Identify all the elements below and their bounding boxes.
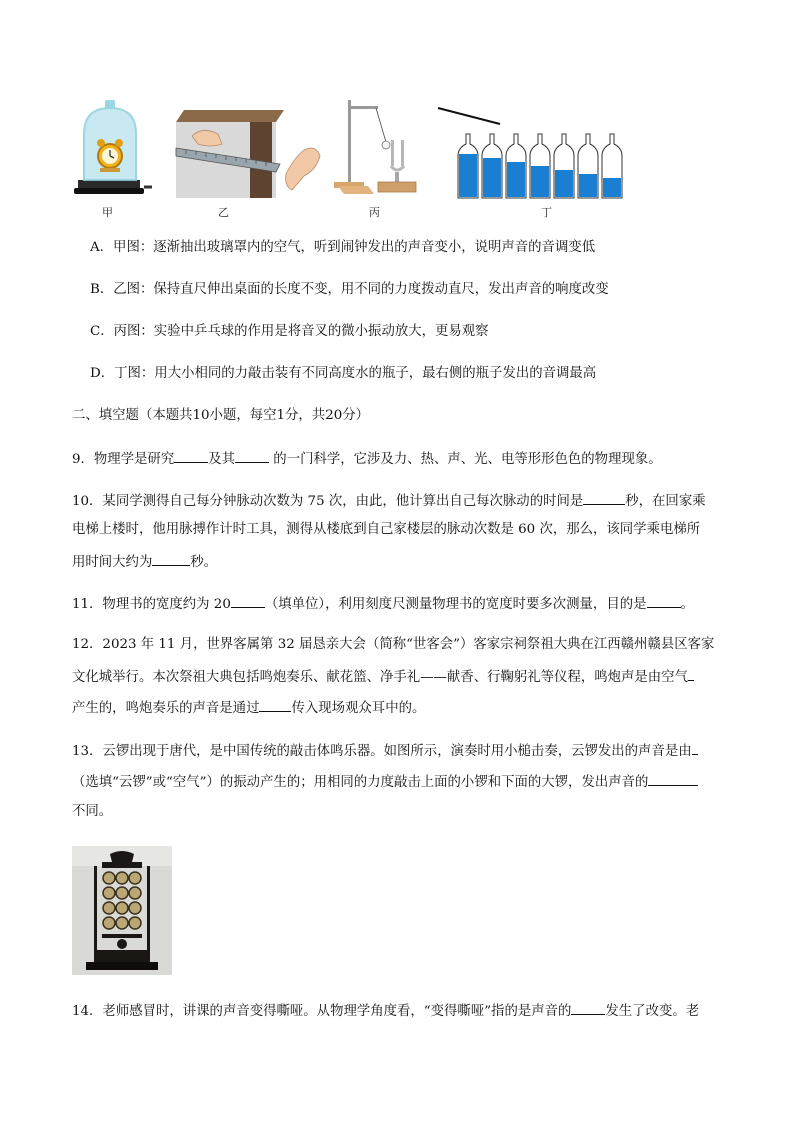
option-c: C．丙图：实验中乒乓球的作用是将音叉的微小振动放大，更易观察 <box>90 324 489 339</box>
question-12-line-1: 12．2023 年 11 月，世界客属第 32 届恳亲大会（简称“世客会”）客家宗祠祭祖大典在江西赣州赣县区客家 <box>72 637 715 652</box>
yunluo-photo <box>72 846 172 975</box>
q13-text-1: 13．云锣出现于唐代，是中国传统的敲击体鸣乐器。如图所示，演奏时用小槌击奏，云锣发出的声音是由 <box>72 744 692 759</box>
q10-blank-2[interactable] <box>152 551 190 566</box>
q14-blank-1[interactable] <box>571 1000 605 1015</box>
question-10-line-1 <box>72 490 706 512</box>
experiment-figures-svg <box>72 96 642 220</box>
q14-text-2: 发生了改变。老 <box>605 1004 700 1019</box>
q9-text-1: 9．物理学是研究 <box>72 452 175 467</box>
q10-text-1: 10．某同学测得自己每分钟脉动次数为 75 次，由此，他计算出自己每次脉动的时间是 <box>72 494 584 509</box>
ruler-table-figure <box>176 110 320 198</box>
q12-text-4: 传入现场观众耳中的。 <box>291 701 426 716</box>
option-a: A．甲图：逐渐抽出玻璃罩内的空气，听到闹钟发出的声音变小，说明声音的音调变低 <box>90 240 596 255</box>
q9-text-2: 及其 <box>208 452 236 467</box>
caption-jia: 甲 <box>102 206 113 219</box>
q13-blank-1[interactable] <box>692 740 698 755</box>
question-11 <box>72 593 694 615</box>
q13-text-2: （选填“云锣”或“空气”）的振动产生的；用相同的力度敲击上面的小锣和下面的大锣，发出声音的 <box>72 775 649 790</box>
question-13-line-2 <box>72 771 698 793</box>
q11-text-1: 11．物理书的宽度约为 20 <box>72 597 231 612</box>
bell-jar-figure <box>74 100 152 194</box>
q12-blank-2[interactable] <box>259 697 291 712</box>
q9-blank-2[interactable] <box>235 448 269 463</box>
caption-bing: 丙 <box>369 206 380 219</box>
bottles-figure <box>438 108 622 198</box>
q9-blank-1[interactable] <box>174 448 208 463</box>
q12-text-2: 文化城举行。本次祭祖大典包括鸣炮奏乐、献花篮、净手礼——献香、行鞠躬礼等仪程，鸣炮声是由空气 <box>72 670 688 685</box>
option-d: D．丁图：用大小相同的力敲击装有不同高度水的瓶子，最右侧的瓶子发出的音调最高 <box>90 366 597 381</box>
q11-blank-1[interactable] <box>231 593 265 608</box>
question-13-line-1 <box>72 740 698 762</box>
question-12-line-2 <box>72 666 694 688</box>
question-10-line-3 <box>72 551 217 573</box>
q9-text-3: 的一门科学，它涉及力、热、声、光、电等形形色色的物理现象。 <box>269 452 662 467</box>
q10-text-4: 秒。 <box>190 555 218 570</box>
question-12-line-3 <box>72 697 425 719</box>
q10-text-2: 秒，在回家乘 <box>625 494 706 509</box>
tuning-fork-figure <box>334 100 416 194</box>
section-heading: 二、填空题（本题共10小题，每空1分，共20分） <box>72 408 370 423</box>
option-b: B．乙图：保持直尺伸出桌面的长度不变，用不同的力度拨动直尺，发出声音的响度改变 <box>90 282 609 297</box>
q12-text-3: 产生的，鸣炮奏乐的声音是通过 <box>72 701 260 716</box>
question-9 <box>72 448 662 470</box>
q11-blank-2[interactable] <box>647 593 681 608</box>
caption-yi: 乙 <box>218 206 229 219</box>
q10-text-3: 用时间大约为 <box>72 555 153 570</box>
caption-ding: 丁 <box>541 206 552 219</box>
experiment-figures <box>72 96 642 220</box>
q12-blank-1[interactable] <box>688 666 694 681</box>
yunluo-photo-svg <box>72 846 172 975</box>
question-14 <box>72 1000 699 1022</box>
q14-text-1: 14．老师感冒时，讲课的声音变得嘶哑。从物理学角度看，“变得嘶哑”指的是声音的 <box>72 1004 572 1019</box>
q11-text-3: 。 <box>680 597 694 612</box>
question-10-line-2: 电梯上楼时，他用脉搏作计时工具，测得从楼底到自己家楼层的脉动次数是 60 次，那么，该同学乘电梯所 <box>72 522 701 537</box>
q13-blank-2[interactable] <box>648 771 698 786</box>
question-13-line-3: 不同。 <box>72 804 113 819</box>
q11-text-2: （填单位），利用刻度尺测量物理书的宽度时要多次测量，目的是 <box>264 597 647 612</box>
q10-blank-1[interactable] <box>583 490 625 505</box>
